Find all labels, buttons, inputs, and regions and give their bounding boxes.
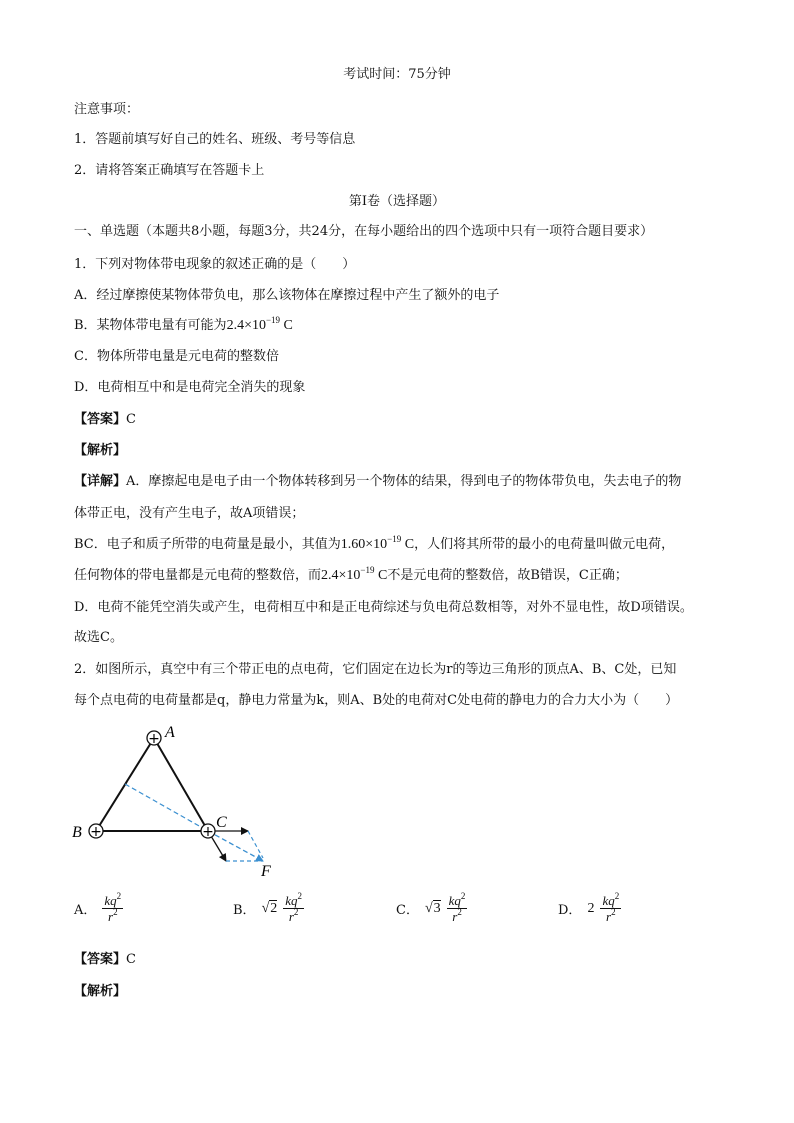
q2-analysis-label: 【解析】 [74, 984, 127, 999]
label-b: B [72, 824, 82, 841]
q1-stem: 1．下列对物体带电现象的叙述正确的是（ ） [74, 257, 356, 272]
notice-item: 2．请将答案正确填写在答题卡上 [74, 163, 265, 178]
q1-analysis-label: 【解析】 [74, 443, 127, 458]
q2-answer [74, 951, 136, 969]
answer-value: C [126, 952, 136, 967]
answer-label: 【答案】 [74, 952, 127, 967]
q2-option-c: C． √3 $\frac{kq^2}{r^2}$ [396, 891, 466, 924]
q2-option-a: A． $\frac{kq^2}{r^2}$ [74, 891, 122, 924]
q2-stem-line2: 每个点电荷的电荷量都是q，静电力常量为k，则A、B处的电荷对C处电荷的静电力的合力大小为（ ） [74, 693, 679, 708]
q1-answer [74, 411, 136, 429]
detail-a-text: A．摩擦起电是电子由一个物体转移到另一个物体的结果，得到电子的物体带负电，失去电子的物 [126, 474, 682, 489]
q2-stem-line1: 2．如图所示，真空中有三个带正电的点电荷，它们固定在边长为r的等边三角形的顶点A、B、C处，已知 [74, 662, 677, 677]
q1-detail-a [74, 473, 681, 491]
electron-charge-value: $1.60\times 10^{-19}$ C [340, 534, 415, 552]
sqrt-coefficient: √3 [424, 900, 441, 916]
median-dashed [125, 784, 208, 831]
triangle-figure [64, 720, 284, 880]
q1-detail-d: D．电荷不能凭空消失或产生，电荷相互中和是正电荷综述与负电荷总数相等，对外不显电性，故D项错误。 [74, 600, 693, 615]
notice-item: 1．答题前填写好自己的姓名、班级、考号等信息 [74, 132, 356, 147]
label-a: A [165, 724, 175, 741]
option-fraction: $\frac{kq^2}{r^2}$ [104, 891, 122, 924]
charge-a-sign: + [148, 731, 160, 747]
sqrt-coefficient: √2 [261, 900, 278, 916]
q1-option-b [74, 317, 293, 335]
section-title: 一、单选题（本题共8小题，每题3分，共24分，在每小题给出的四个选项中只有一项符合题目要求） [74, 224, 654, 239]
exam-time: 考试时间：75分钟 [343, 67, 451, 82]
q2-option-b: B． √2 $\frac{kq^2}{r^2}$ [233, 891, 303, 924]
notice-title: 注意事项： [74, 102, 140, 117]
q1-conclusion: 故选C。 [74, 630, 123, 645]
label-c: C [216, 814, 227, 831]
q1-option-a: A．经过摩擦使某物体带负电，那么该物体在摩擦过程中产生了额外的电子 [74, 288, 500, 303]
charge-c-sign: + [202, 824, 214, 840]
q1-detail-bc2: 任何物体的带电量都是元电荷的整数倍，而$2.4\times 10^{-19}$ C不是元电荷的整数倍，故B错误，C正确； [74, 565, 628, 583]
q1-option-b-value: $2.4\times 10^{-19}$ C [226, 315, 293, 333]
q1-detail-a2: 体带正电，没有产生电子，故A项错误； [74, 506, 305, 521]
q2-option-d: D． 2 $\frac{kq^2}{r^2}$ [558, 891, 620, 924]
q1-detail-bc: BC．电子和质子所带的电荷量是最小，其值为$1.60\times 10^{-19}$ C，人们将其所带的最小的电荷量叫做元电荷， [74, 534, 675, 552]
q1-option-c: C．物体所带电量是元电荷的整数倍 [74, 349, 279, 364]
option-coefficient: 2 [587, 900, 595, 916]
charge-value: $2.4\times 10^{-19}$ C [321, 565, 388, 583]
volume-title: 第I卷（选择题） [348, 194, 446, 209]
label-f: F [261, 863, 271, 880]
side-ac [154, 738, 208, 831]
q1-option-b-text: B．某物体带电量有可能为 [74, 318, 227, 333]
q1-option-d: D．电荷相互中和是电荷完全消失的现象 [74, 380, 306, 395]
detail-label: 【详解】 [74, 474, 127, 489]
option-fraction: $\frac{kq^2}{r^2}$ [448, 891, 466, 924]
answer-value: C [126, 412, 136, 427]
option-fraction: $\frac{kq^2}{r^2}$ [285, 891, 303, 924]
charge-b-sign: + [90, 824, 102, 840]
option-fraction: $\frac{kq^2}{r^2}$ [602, 891, 620, 924]
answer-label: 【答案】 [74, 412, 127, 427]
